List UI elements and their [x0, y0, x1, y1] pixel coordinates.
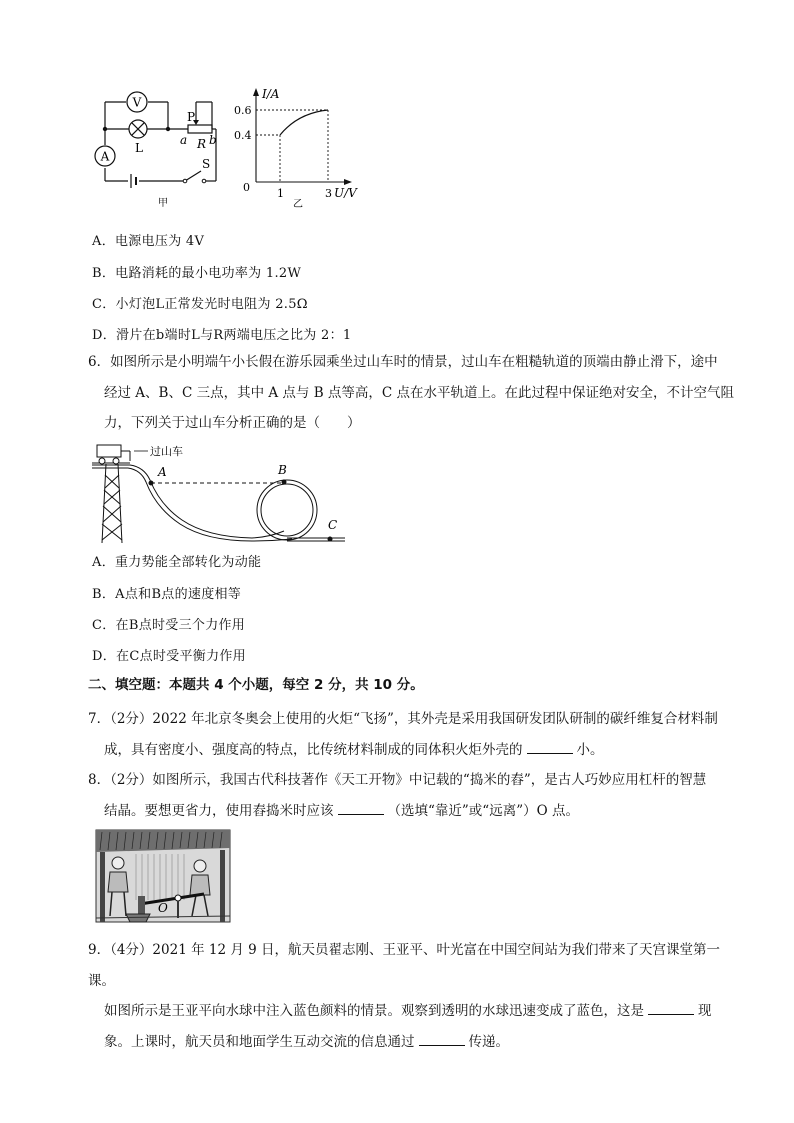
y-tick-0-4: 0.4 [234, 129, 252, 142]
q9-answer-blank-2[interactable] [419, 1033, 465, 1046]
coaster-car-label: 过山车 [150, 445, 183, 458]
q6-option-b: B．A点和B点的速度相等 [92, 587, 242, 602]
q6-line-3: 力，下列关于过山车分析正确的是（ ） [104, 415, 361, 431]
circuit-caption: 甲 [158, 198, 168, 209]
q9-line-2-text: 如图所示是王亚平向水球中注入蓝色颜料的情景。观察到透明的水球迅速变成了蓝色，这是 [104, 1003, 644, 1019]
resistor-label: R [197, 137, 207, 151]
section-heading-fill-in: 二、填空题：本题共 4 个小题，每空 2 分，共 10 分。 [88, 677, 424, 693]
q6-line-1: 6．如图所示是小明端午小长假在游乐园乘坐过山车时的情景，过山车在粗糙轨道的顶端由静止滑下，途中 [88, 354, 718, 370]
switch-label: S [202, 157, 211, 171]
q6-stem [88, 347, 738, 439]
y-axis-label: I/A [262, 87, 280, 101]
q5-option-a: A．电源电压为 4V [92, 234, 205, 249]
q9-line-3-tail: 传递。 [468, 1033, 509, 1050]
q6-option-a: A．重力势能全部转化为动能 [92, 555, 262, 570]
q7-line-1: 7．（2分）2022 年北京冬奥会上使用的火炬“飞扬”，其外壳是采用我国研发团队研制的碳纤维复合材料制 [88, 711, 718, 727]
q7-line-2 [88, 735, 738, 766]
rice-pounding-illustration [96, 830, 230, 922]
q5-option-c: C．小灯泡L正常发光时电阻为 2.5Ω [92, 297, 308, 312]
point-b-label: B [278, 463, 287, 477]
q9-line-3 [88, 1027, 738, 1058]
y-tick-0-6: 0.6 [234, 104, 252, 117]
q9-stem [88, 935, 738, 1057]
origin-label: 0 [243, 181, 250, 194]
q7-line-2-text: 成，具有密度小、强度高的特点，比传统材料制成的同体积火炬外壳的 [104, 741, 523, 758]
q8-answer-blank[interactable] [338, 802, 384, 815]
q9-line-1: 9．（4分）2021 年 12 月 9 日，航天员翟志刚、王亚平、叶光富在中国空间站为我们带来了天宫课堂第一课。 [88, 942, 721, 989]
x-tick-1: 1 [277, 187, 284, 200]
q5-option-d: D．滑片在b端时L与R两端电压之比为 2：1 [92, 328, 352, 343]
q6-option-d: D．在C点时受平衡力作用 [92, 649, 246, 664]
fulcrum-o-label: O [158, 901, 168, 915]
q8-line-2-tail: （选填“靠近”或“远离”）O 点。 [387, 802, 579, 819]
q9-line-2 [88, 996, 738, 1027]
iu-graph [234, 80, 368, 210]
point-c-label: C [328, 518, 338, 532]
q8-line-1: 8．（2分）如图所示，我国古代科技著作《天工开物》中记载的“捣米的舂”，是古人巧妙应用杠杆的智慧 [88, 772, 707, 788]
q8-line-2 [88, 796, 738, 827]
q9-answer-blank-1[interactable] [648, 1002, 694, 1015]
slider-label: P [187, 110, 196, 124]
q6-line-2: 经过 A、B、C 三点，其中 A 点与 B 点等高，C 点在水平轨道上。在此过程中保证绝对安全，不计空气阻 [104, 384, 735, 401]
x-axis-label: U/V [334, 186, 357, 200]
point-a-label: A [158, 465, 167, 479]
q9-line-3-text: 象。上课时，航天员和地面学生互动交流的信息通过 [104, 1033, 415, 1050]
q9-line-2-tail: 现 [698, 1003, 712, 1019]
q7-stem [88, 704, 738, 765]
x-tick-3: 3 [325, 187, 332, 200]
graph-caption: 乙 [293, 199, 303, 210]
q5-option-b: B．电路消耗的最小电功率为 1.2W [92, 266, 302, 281]
iu-curve [280, 110, 328, 135]
roller-coaster-figure [92, 440, 352, 550]
q7-line-2-tail: 小。 [576, 741, 604, 758]
ammeter-label: A [100, 149, 110, 164]
end-b-label: b [209, 133, 217, 147]
voltmeter-label: V [132, 95, 142, 110]
q6-option-c: C．在B点时受三个力作用 [92, 618, 246, 633]
circuit-diagram [88, 88, 238, 213]
end-a-label: a [180, 133, 188, 147]
q7-answer-blank[interactable] [527, 741, 573, 754]
q8-line-2-text: 结晶。要想更省力，使用舂捣米时应该 [104, 802, 334, 819]
q8-stem [88, 765, 738, 826]
lamp-label: L [135, 141, 143, 155]
